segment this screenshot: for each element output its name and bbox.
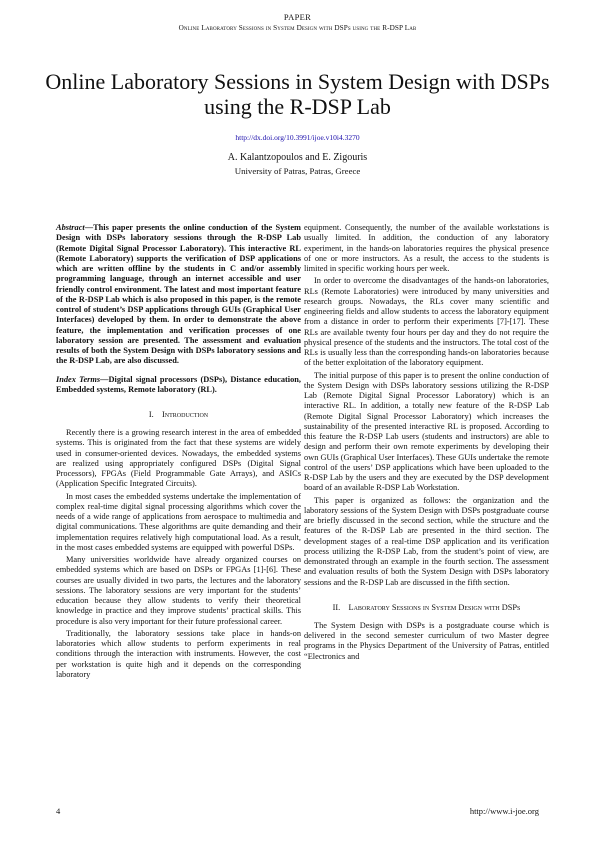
intro-paragraph-4-continued: equipment. Consequently, the number of the available workstations is usually limited. In addition, the conduction of any laboratory experiment, in the hands-on laboratories requires the physical presence of one or more instructors. As a result, the access to the students is limited in specific working hours per week.	[304, 223, 549, 273]
index-terms-text: —Digital signal processors (DSPs), Distance education, Embedded systems, Remote laboratory (RL).	[56, 374, 301, 394]
section-1-heading	[56, 410, 301, 420]
right-column	[304, 223, 549, 664]
intro-paragraph-3: Many universities worldwide have already organized courses on embedded systems which are based on DSPs or FPGAs [1]-[6]. These courses are usually divided in two parts, the lectures and the laboratory sessions. The laboratory sessions are very important for the students’ education because they allow students to verify their theoretical knowledge in practice and they improve students’ practical skills. This procedure is also very important for their future professional career.	[56, 555, 301, 626]
page-number: 4	[56, 806, 61, 816]
intro-paragraph-1: Recently there is a growing research interest in the area of embedded systems. This is originated from the fact that these systems are widely used in consumer-oriented devices. Nowadays, the embedded systems are realized using appropriately configured DSPs (Digital Signal Processors), FPGAs (Field Programmable Gate Arrays), and ASICs (Application Specific Integrated Circuits).	[56, 428, 301, 489]
section-2-number: II.	[332, 602, 341, 612]
index-terms	[56, 375, 301, 396]
doi-link[interactable]: http://dx.doi.org/10.3991/ijoe.v10i4.3270	[235, 133, 360, 142]
intro-paragraph-4: Traditionally, the laboratory sessions take place in hands-on laboratories which allow students to perform experiments in real conditions through the interaction with instruments. However, the cost per workstation is quite high and it depends on the corresponding laboratory	[56, 628, 301, 679]
section-2-heading	[304, 603, 549, 613]
intro-paragraph-5: In order to overcome the disadvantages of the hands-on laboratories, RLs (Remote Laboratories) were introduced by many universities and research groups. Nowadays, the RLs cover many scientific and engineering fields and allow students to access the laboratory equipment from a distance in order to perform their experiments [7]-[17]. These RLs are available twenty four hours per day and they do not require the physical presence of the students and the instructors. The total cost of the RLs is usually less than the corresponding hands-on laboratories because of the better exploitation of the laboratory equipment.	[304, 276, 549, 368]
affiliation: University of Patras, Patras, Greece	[234, 166, 361, 176]
intro-paragraph-7: This paper is organized as follows: the organization and the laboratory sessions of the System Design with DSPs postgraduate course are briefly discussed in the second section, while the structure and the features of the R-DSP Lab are presented in the third section. The development stages of a real-time DSP application and its verification process utilizing the R-DSP Lab, from the student’s point of view, are demonstrated through an example in the fourth section. The assessment and evaluation results of both the System Design with DSPs laboratory sessions and the R-DSP Lab are discussed in the fifth section.	[304, 495, 549, 587]
section-label: PAPER	[283, 12, 312, 22]
index-terms-lead: Index Terms	[56, 374, 101, 384]
section-1-title: Introduction	[162, 410, 209, 419]
journal-url[interactable]: http://www.i-joe.org	[469, 806, 539, 816]
running-title	[0, 24, 595, 32]
section-2-title: Laboratory Sessions in System Design with DSPs	[348, 602, 521, 612]
abstract-lead: Abstract	[56, 223, 85, 232]
section-2-paragraph-1: The System Design with DSPs is a postgraduate course which is delivered in the second semester curriculum of two Master degree programs in the Physics Department of the University of Patras, entitled “Electronics and	[304, 620, 549, 661]
authors: A. Kalantzopoulos and E. Zigouris	[227, 152, 368, 163]
running-title-text: Online Laboratory Sessions in System Design with DSPs using the R-DSP Lab	[178, 24, 417, 32]
paper-title: Online Laboratory Sessions in System Design with DSPs using the R-DSP Lab	[45, 69, 550, 119]
intro-paragraph-6: The initial purpose of this paper is to present the online conduction of the System Design with DSPs laboratory sessions utilizing the R-DSP Lab (Remote Digital Signal Processor Laboratory) which is an interactive RL. In addition, a totally new feature of the R-DSP Lab (Remote Digital Signal Processor Laboratory) which increases the sustainability of the presented interactive RL is proposed. According to this feature the R-DSP Lab users (students and instructors) are able to design and perform their own remote experiments by developing their own GUIs (Graphical User Interfaces). These GUIs undertake the remote control of the users’ DSP applications which have been uploaded to the R-DSP Lab by the users and they are executed by the DSP development board of an available R-DSP Lab Workstation.	[304, 370, 549, 493]
left-column	[56, 223, 301, 682]
section-1-number: I.	[148, 410, 154, 419]
abstract	[56, 223, 301, 367]
intro-paragraph-2: In most cases the embedded systems undertake the implementation of complex real-time digital signal processing algorithms which cover the needs of a wide range of applications from aerospace to multimedia and digital communications. These algorithms are quite demanding and their implementation requires relatively high computational load. As a result, in the most cases embedded systems are equipped with powerful DSPs.	[56, 491, 301, 552]
abstract-text: —This paper presents the online conduction of the System Design with DSPs laboratory sessions through the R-DSP Lab (Remote Digital Signal Processor Laboratory). This interactive RL (Remote Laboratory) supports the verification of DSP applications which are written offline by the students in C and/or assembly programming language, through an internet accessible and user friendly control environment. The latest and most important feature of the R-DSP Lab which is also proposed in this paper, is the remote control of student’s DSP applications through GUIs (Graphical User Interfaces) developed by them. In order to demonstrate the above feature, the implementation and verification processes of one laboratory session are presented. The assessment and evaluation results of both the System Design with DSPs laboratory sessions and the R-DSP Lab, are also discussed.	[56, 223, 301, 366]
